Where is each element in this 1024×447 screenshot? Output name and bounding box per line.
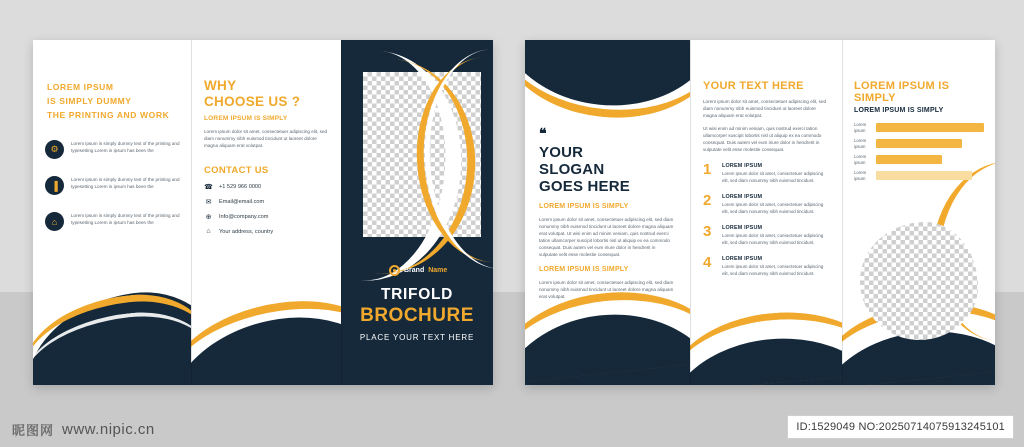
why-choose-content [204, 78, 329, 236]
heading-line-1: LOREM IPSUM [47, 82, 114, 92]
item-title: LOREM IPSUM [722, 194, 763, 200]
brand-name-part2: Name [428, 267, 448, 274]
numbered-item [703, 194, 829, 215]
brochure-inner-spread [525, 40, 995, 385]
numbered-item [703, 163, 829, 184]
fold-line [690, 40, 691, 385]
cover-subtitle: PLACE YOUR TEXT HERE [359, 333, 475, 342]
gold-swoosh-shape [191, 289, 341, 385]
location-icon: ⌂ [206, 228, 211, 235]
gold-swoosh-shape [690, 304, 842, 385]
id-badge: ID:1529049 NO:20250714075913245101 [787, 415, 1014, 439]
globe-icon: ⊕ [205, 214, 212, 221]
bar-fill [876, 155, 942, 164]
slogan-footer-title: LOREM IPSUM IS SIMPLY [539, 266, 629, 273]
your-text-content [703, 80, 829, 277]
contact-row-phone[interactable] [204, 183, 329, 191]
brand-logo [389, 265, 447, 276]
left-panel-heading [47, 80, 177, 122]
bar-fill [876, 123, 984, 132]
panel-inner-left [33, 40, 191, 385]
panel-why-choose-us [191, 40, 341, 385]
heading-line-3: THE PRINTING AND WORK [47, 110, 170, 120]
slogan-subtitle: LOREM IPSUM IS SIMPLY [539, 203, 629, 210]
bar-label: Lorem ipsum [854, 170, 867, 181]
panel-chart [842, 40, 995, 385]
gear-icon: ⚙ [45, 140, 64, 159]
cover-title-block [341, 286, 493, 342]
watermark-url: www.nipic.cn [62, 421, 155, 438]
why-subtitle: LOREM IPSUM IS SIMPLY [204, 115, 288, 122]
item-body: Lorem ipsum dolor sit amet, consectetuer adipiscing elit, sed diam nonummy nibh euismod tincidunt. [722, 202, 824, 214]
contact-value: Your address, country [219, 229, 274, 235]
item-number: 2 [703, 192, 712, 209]
fold-line [191, 40, 192, 385]
item-number: 3 [703, 223, 712, 240]
bar-fill [876, 139, 962, 148]
why-body: Lorem ipsum dolor sit amet, consectetuer adipiscing elit, sed diam nonummy nibh euismod tincidunt ut laoreet dolore magna aliquam erat volutpat. [204, 129, 328, 148]
slogan-line-2: SLOGAN [539, 161, 605, 178]
bar-row [854, 154, 984, 165]
why-title-line2: CHOOSE US ? [204, 94, 301, 109]
home-icon: ⌂ [45, 212, 64, 231]
bar-label: Lorem ipsum [854, 138, 867, 149]
item-body: Lorem ipsum dolor sit amet, consectetuer adipiscing elit, sed diam nonummy nibh euismod tincidunt. [722, 233, 824, 245]
feature-text: Lorem ipsum is simply dummy text of the printing and typesetting Lorem in ipsum has been the [71, 213, 180, 225]
chart-content [854, 80, 984, 181]
watermark [12, 420, 155, 439]
section-body-2: Ut wisi enim ad minim veniam, quis nostrud exerci tation ullamcorper suscipit lobortis nisl ut aliquip ex ea commodo consequat. Duis autem vel eum iriure dolor in hendrerit in vulputate velit esse molestie consequat. [703, 126, 822, 152]
contact-row-web[interactable] [204, 213, 329, 221]
item-body: Lorem ipsum dolor sit amet, consectetuer adipiscing elit, sed diam nonummy nibh euismod tincidunt. [722, 171, 824, 183]
item-title: LOREM IPSUM [722, 163, 763, 169]
slogan-content [539, 125, 674, 300]
feature-item [45, 176, 185, 195]
section-title: YOUR TEXT HERE [703, 80, 804, 92]
fold-line [341, 40, 342, 385]
panel-cover [341, 40, 493, 385]
item-number: 4 [703, 254, 712, 271]
contact-title: CONTACT US [204, 165, 269, 176]
bar-row [854, 170, 984, 181]
watermark-logo: 昵图网 [12, 424, 55, 439]
contact-row-email[interactable] [204, 198, 329, 206]
brand-name-part1: Brand [404, 267, 425, 274]
item-title: LOREM IPSUM [722, 256, 763, 262]
mail-icon: ✉ [205, 199, 212, 206]
chart-subtitle: LOREM IPSUM IS SIMPLY [854, 107, 944, 114]
panel-your-text-here [690, 40, 842, 385]
slogan-line-1: YOUR [539, 144, 584, 161]
why-title-line1: WHY [204, 78, 237, 93]
slogan-line-3: GOES HERE [539, 178, 630, 195]
fold-line [842, 40, 843, 385]
contact-value: +1 529 966 0000 [219, 184, 262, 190]
cover-title-line2: BROCHURE [360, 305, 474, 326]
phone-icon: ☎ [204, 184, 213, 191]
brochure-outer-spread [33, 40, 493, 385]
contact-value: Email@email.com [219, 199, 265, 205]
circle-logo-icon [389, 265, 400, 276]
cover-title-line1: TRIFOLD [380, 286, 454, 303]
item-body: Lorem ipsum dolor sit amet, consectetuer adipiscing elit, sed diam nonummy nibh euismod tincidunt. [722, 264, 824, 276]
item-number: 1 [703, 161, 712, 178]
bar-row [854, 122, 984, 133]
bar-row [854, 138, 984, 149]
slogan-body: Lorem ipsum dolor sit amet, consectetuer adipiscing elit, sed diam nonummy nibh euismod tincidunt ut laoreet dolore magna aliquam erat volutpat. Ut wisi enim ad minim veniam, quis nostrud exerci tation ullamcorper suscipit lobortis nisl ut aliquip ex ea commodo consequat. Duis autem vel eum iriure dolor in hendrerit in vulputate velit esse molestie consequat. [539, 217, 674, 257]
contact-value: Info@company.com [219, 214, 269, 220]
bar-chart-icon: ▐ [45, 176, 64, 195]
feature-item [45, 140, 185, 159]
contact-row-address[interactable] [204, 228, 329, 236]
chart-title: LOREM IPSUM IS SIMPLY [854, 80, 950, 104]
checkerboard-image-placeholder [860, 222, 978, 340]
gold-swoosh-top-shape [525, 40, 690, 129]
feature-text: Lorem ipsum is simply dummy text of the printing and typesetting Lorem in ipsum has been the [71, 141, 180, 153]
quote-icon: ❝ [539, 125, 547, 141]
section-body-1: Lorem ipsum dolor sit amet, consectetuer adipiscing elit, sed diam nonummy nibh euismod tincidunt ut laoreet dolore magna aliquam erat volutpat. [703, 99, 827, 118]
bar-label: Lorem ipsum [854, 154, 867, 165]
feature-item [45, 212, 185, 231]
item-title: LOREM IPSUM [722, 225, 763, 231]
numbered-item [703, 256, 829, 277]
slogan-footer-body: Lorem ipsum dolor sit amet, consectetuer adipiscing elit, sed diam nonummy nibh euismod tincidunt ut laoreet dolore magna aliquam erat volutpat. [539, 280, 674, 299]
bar-label: Lorem ipsum [854, 122, 867, 133]
feature-text: Lorem ipsum is simply dummy text of the printing and typesetting Lorem in ipsum has been the [71, 177, 180, 189]
heading-line-2: IS SIMPLY DUMMY [47, 96, 132, 106]
numbered-item [703, 225, 829, 246]
panel-slogan [525, 40, 690, 385]
bar-fill [876, 171, 972, 180]
feature-list [45, 140, 185, 248]
